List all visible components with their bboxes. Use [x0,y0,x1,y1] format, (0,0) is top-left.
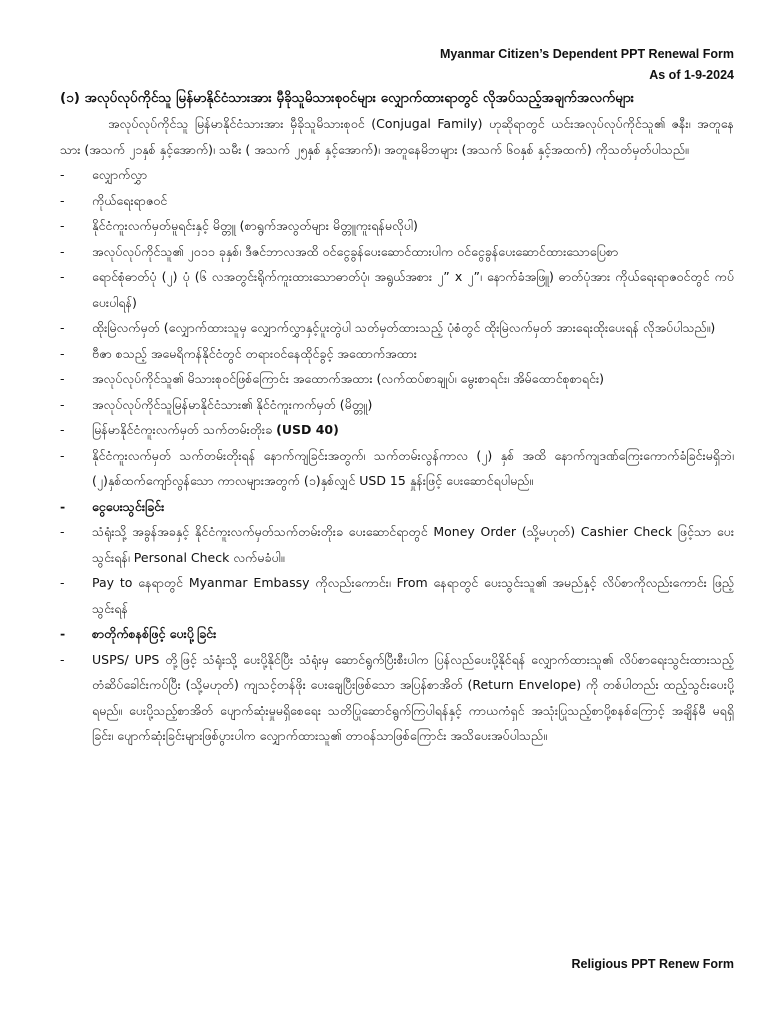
bullet-dash: - [60,575,65,590]
list-item-text: ထိုးမြဲလက်မှတ် (လျှောက်ထားသူမှ လျှောက်လွှာနှင့်ပူးတွဲပါ သတ်မှတ်ထားသည့် ပုံစံတွင် ထိုးမြဲလက်မှတ် အားရေးထိုးပေးရန် လိုအပ်ပါသည်။) [92,320,716,335]
list-item-text: ဗီဇာ စသည့် အမေရိကန်နိုင်ငံတွင် တရားဝင်နေထိုင်ခွင့် အထောက်အထား [92,345,417,361]
requirements-list [60,162,734,749]
list-item [60,366,734,392]
form-title: Myanmar Citizen’s Dependent PPT Renewal Form [439,47,734,61]
list-item-text: မြန်မာနိုင်ငံကူးလက်မှတ် သက်တမ်းတိုးခ [92,422,277,437]
bullet-dash: - [60,447,65,463]
bullet-dash: - [60,498,66,514]
list-item [60,519,734,570]
bullet-dash: - [60,422,65,437]
bullet-dash: - [60,192,65,208]
list-item-text: ငွေပေးသွင်းခြင်း [92,498,165,514]
bullet-dash: - [60,651,65,667]
list-item-text: ရောင်စုံဓာတ်ပုံ (၂) ပုံ (၆ လအတွင်းရိုက်ကူးထားသောဓာတ်ပုံ၊ အရွယ်အစား ၂” x ၂”၊ နောက်ခံအဖြူ) ဓာတ်ပုံအား ကိုယ်ရေးရာဇဝင်တွင် ကပ်ပေးပါရန်) [92,269,734,310]
list-item-heading [60,621,734,647]
list-item [60,213,734,239]
bullet-dash: - [60,320,65,335]
list-item-text: Pay to နေရာတွင် Myanmar Embassy ကိုလည်းကောင်း၊ From နေရာတွင် ပေးသွင်းသူ၏ အမည်နှင့် လိပ်စာကိုလည်းကောင်း ဖြည့်သွင်းရန် [92,575,734,616]
bullet-dash: - [60,626,66,641]
list-item-text: သံရုံးသို့ အခွန်အခနှင့် နိုင်ငံကူးလက်မှတ်သက်တမ်းတိုးခ ပေးဆောင်ရာတွင် Money Order (သို့မဟုတ်) Cashier Check ဖြင့်သာ ပေးသွင်းရန်၊ Personal Check လက်မခံပါ။ [92,524,734,565]
footer-form-name: Religious PPT Renew Form [571,957,734,971]
bullet-dash: - [60,524,65,539]
bullet-dash: - [60,371,65,386]
fee-amount: (USD 40) [276,422,339,437]
bullet-dash: - [60,345,65,361]
document-page [60,44,734,749]
list-item [60,392,734,418]
list-item-text: နိုင်ငံကူးလက်မှတ် သက်တမ်းတိုးရန် နောက်ကျခြင်းအတွက်၊ သက်တမ်းလွန်ကာလ (၂) နှစ် အထိ နောက်ကျဒဏ်ကြေးကောက်ခံခြင်းမရှိဘဲ၊ (၂)နှစ်ထက်ကျော်လွန်သော ကာလများအတွက် (၁)နှစ်လျှင် USD 15 နှုန်းဖြင့် ပေးဆောင်ရပါမည်။ [92,447,734,488]
intro-paragraph: အလုပ်လုပ်ကိုင်သူ မြန်မာနိုင်ငံသားအား မှီခိုသူမိသားစုဝင် (Conjugal Family) ဟုဆိုရာတွင် ယင်းအလုပ်လုပ်ကိုင်သူ၏ ဇနီး၊ အတူနေသား (အသက် ၂၁နှစ် နှင့်အောက်)၊ သမီး ( အသက် ၂၅နှစ် နှင့်အောက်)၊ အတူနေမိဘများ (အသက် ၆၀နှစ် နှင့်အထက်) ကိုသတ်မှတ်ပါသည်။ [60,116,734,157]
list-item-heading [60,494,734,520]
list-item-text: စာတိုက်စနစ်ဖြင့် ပေးပို့ခြင်း [92,626,217,641]
list-item [60,239,734,265]
section-title: (၁) အလုပ်လုပ်ကိုင်သူ မြန်မာနိုင်ငံသားအား မှီခိုသူမိသားစုဝင်များ လျှောက်ထားရာတွင် လိုအပ်သည့်အချက်အလက်များ [60,90,635,106]
bullet-dash: - [60,167,65,182]
list-item-text: USPS/ UPS တို့ဖြင့် သံရုံးသို့ ပေးပို့နိုင်ပြီး သံရုံးမှ ဆောင်ရွက်ပြီးစီးပါက ပြန်လည်ပေးပို့နိုင်ရန် လျှောက်ထားသူ၏ လိပ်စာရေးသွင်းထားသည့် တံဆိပ်ခေါင်းကပ်ပြီး (သို့မဟုတ်) ကျသင့်တန်ဖိုး ပေးချေပြီးဖြစ်သော အပြန်စာအိတ် (Return Envelope) ကို တစ်ပါတည်း ထည့်သွင်းပေးပို့ရမည်။ ပေးပို့သည့်စာအိတ် ပျောက်ဆုံးမှုမရှိစေရေး သတိပြုဆောင်ရွက်ကြပါရန်နှင့် ကာယကံရှင် အသုံးပြုသည့်စာပို့စနစ်ကြောင့် အချိန်မီ မရရှိခြင်း၊ ပျောက်ဆုံးခြင်းများဖြစ်ပွားပါက လျှောက်ထားသူ၏ တာဝန်သာဖြစ်ကြောင်း အသိပေးအပ်ပါသည်။ [92,651,734,743]
list-item-text: အလုပ်လုပ်ကိုင်သူမြန်မာနိုင်ငံသား၏ နိုင်ငံကူးကက်မှတ် (မိတ္တူ) [92,396,373,412]
list-item [60,341,734,367]
list-item [60,315,734,341]
list-item [60,264,734,315]
list-item-text: ကိုယ်ရေးရာဇဝင် [92,192,168,208]
bullet-dash: - [60,243,65,259]
as-of-date: As of 1-9-2024 [649,68,734,82]
list-item [60,443,734,494]
list-item-text: အလုပ်လုပ်ကိုင်သူ၏ ၂၀၁၁ ခုနှစ်၊ ဒီဇင်ဘာလအထိ ဝင်ငွေခွန်ပေးဆောင်ထားပါက ဝင်ငွေခွန်ပေးဆောင်ထားသောပြေစာ [92,243,619,259]
list-item-text: နိုင်ငံကူးလက်မှတ်မူရင်းနှင့် မိတ္တူ (စာရွက်အလွတ်များ မိတ္တူကူးရန်မလိုပါ) [92,218,418,233]
bullet-dash: - [60,218,65,233]
bullet-dash: - [60,396,65,412]
list-item-text: အလုပ်လုပ်ကိုင်သူ၏ မိသားစုဝင်ဖြစ်ကြောင်း အထောက်အထား (လက်ထပ်စာချုပ်၊ မွေးစာရင်း၊ အိမ်ထောင်စုစာရင်း) [92,371,604,386]
list-item [60,570,734,621]
list-item [60,417,734,443]
bullet-dash: - [60,269,65,284]
list-item-text: လျှောက်လွှာ [92,167,148,182]
list-item [60,188,734,214]
list-item [60,647,734,749]
list-item [60,162,734,188]
